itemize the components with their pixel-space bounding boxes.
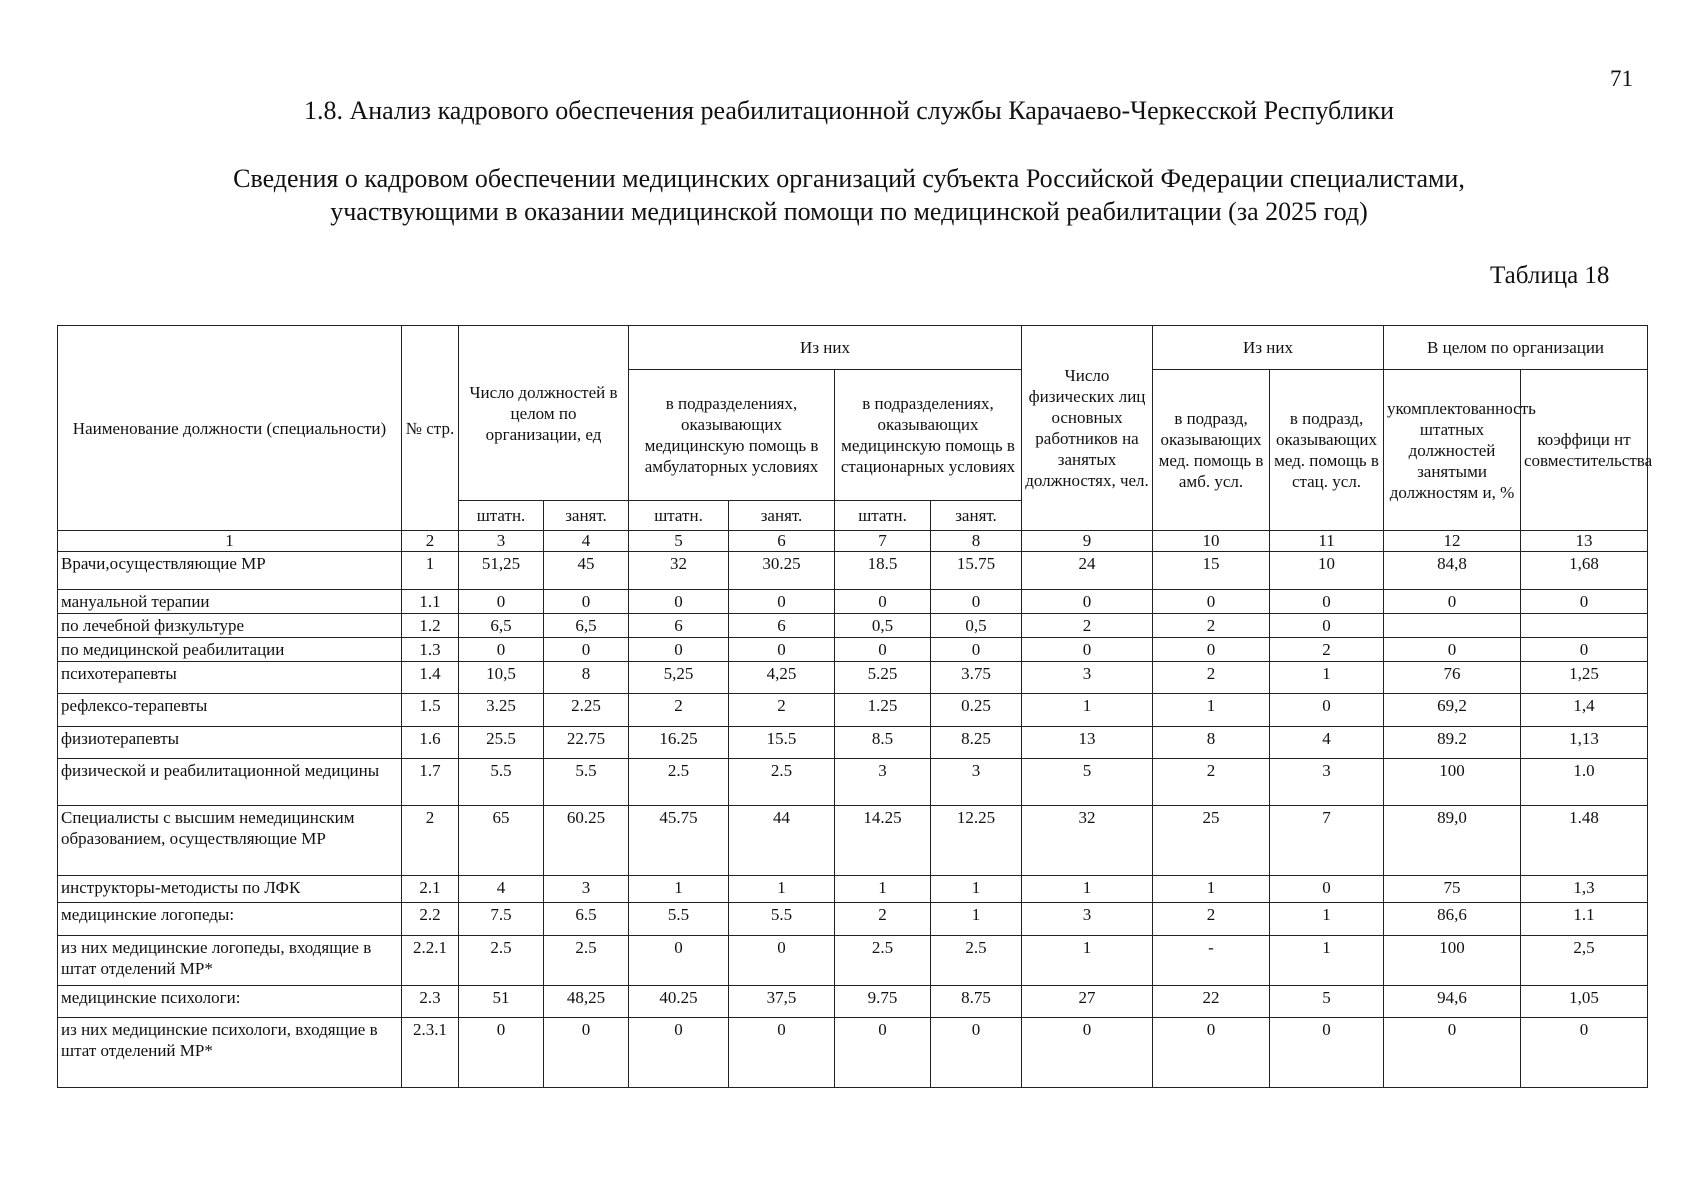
row-number-cell: 2.2.1 [402, 936, 459, 986]
value-cell-c11: 7 [1270, 806, 1384, 876]
column-number: 2 [402, 531, 459, 552]
value-cell-c7: 8.5 [835, 727, 931, 759]
value-cell-c3: 0 [459, 590, 544, 614]
value-cell-c8: 3 [931, 759, 1022, 806]
value-cell-c6: 0 [729, 590, 835, 614]
column-number: 1 [58, 531, 402, 552]
value-cell-c11: 4 [1270, 727, 1384, 759]
row-number-cell: 1.5 [402, 694, 459, 727]
value-cell-c12 [1384, 614, 1521, 638]
table-row [58, 694, 1648, 727]
value-cell-c12: 0 [1384, 638, 1521, 662]
table-row [58, 638, 1648, 662]
row-number-cell: 1.4 [402, 662, 459, 694]
position-name-cell: из них медицинские психологи, входящие в штат отделений МР* [58, 1018, 402, 1088]
position-name-cell: из них медицинские логопеды, входящие в штат отделений МР* [58, 936, 402, 986]
value-cell-c11: 1 [1270, 903, 1384, 936]
table-row [58, 727, 1648, 759]
value-cell-c3: 25.5 [459, 727, 544, 759]
table-row [58, 806, 1648, 876]
position-name-cell: рефлексо-терапевты [58, 694, 402, 727]
value-cell-c7: 2 [835, 903, 931, 936]
value-cell-c8: 12.25 [931, 806, 1022, 876]
subtitle-line-1: Сведения о кадровом обеспечении медицинских организаций субъекта Российской Федерации специалистами, [233, 164, 1465, 193]
header-staff: штатн. [835, 501, 931, 531]
table-row [58, 614, 1648, 638]
row-number-cell: 2.3 [402, 986, 459, 1018]
value-cell-c10: 25 [1153, 806, 1270, 876]
value-cell-c4: 45 [544, 552, 629, 590]
value-cell-c11: 1 [1270, 662, 1384, 694]
value-cell-c13: 2,5 [1521, 936, 1648, 986]
value-cell-c12: 0 [1384, 590, 1521, 614]
value-cell-c6: 37,5 [729, 986, 835, 1018]
value-cell-c10: 2 [1153, 759, 1270, 806]
column-number: 9 [1022, 531, 1153, 552]
value-cell-c5: 5,25 [629, 662, 729, 694]
value-cell-c9: 3 [1022, 903, 1153, 936]
value-cell-c5: 40.25 [629, 986, 729, 1018]
value-cell-c13: 1.0 [1521, 759, 1648, 806]
value-cell-c10: 2 [1153, 614, 1270, 638]
value-cell-c9: 1 [1022, 694, 1153, 727]
row-number-cell: 1.6 [402, 727, 459, 759]
value-cell-c13 [1521, 614, 1648, 638]
row-number-cell: 1.3 [402, 638, 459, 662]
position-name-cell: медицинские логопеды: [58, 903, 402, 936]
value-cell-c12: 89.2 [1384, 727, 1521, 759]
value-cell-c5: 0 [629, 638, 729, 662]
value-cell-c8: 3.75 [931, 662, 1022, 694]
value-cell-c12: 100 [1384, 759, 1521, 806]
value-cell-c6: 0 [729, 638, 835, 662]
position-name-cell: медицинские психологи: [58, 986, 402, 1018]
value-cell-c13: 1,13 [1521, 727, 1648, 759]
value-cell-c13: 0 [1521, 1018, 1648, 1088]
value-cell-c6: 15.5 [729, 727, 835, 759]
value-cell-c4: 2.25 [544, 694, 629, 727]
value-cell-c7: 1.25 [835, 694, 931, 727]
header-occupied: занят. [544, 501, 629, 531]
value-cell-c5: 2.5 [629, 759, 729, 806]
value-cell-c13: 1.48 [1521, 806, 1648, 876]
header-ambulatory: в подразделениях, оказывающих медицинскую помощь в амбулаторных условиях [629, 370, 835, 501]
value-cell-c10: 0 [1153, 1018, 1270, 1088]
value-cell-c4: 6.5 [544, 903, 629, 936]
header-occupied: занят. [729, 501, 835, 531]
row-number-cell: 2 [402, 806, 459, 876]
value-cell-c9: 27 [1022, 986, 1153, 1018]
value-cell-c13: 0 [1521, 590, 1648, 614]
value-cell-c7: 0 [835, 1018, 931, 1088]
column-number: 4 [544, 531, 629, 552]
table-row [58, 903, 1648, 936]
row-number-cell: 1.2 [402, 614, 459, 638]
value-cell-c13: 1,05 [1521, 986, 1648, 1018]
position-name-cell: психотерапевты [58, 662, 402, 694]
value-cell-c11: 0 [1270, 590, 1384, 614]
header-of-them-2: Из них [1153, 326, 1384, 370]
value-cell-c12: 69,2 [1384, 694, 1521, 727]
table-row [58, 986, 1648, 1018]
value-cell-c3: 51 [459, 986, 544, 1018]
value-cell-c9: 1 [1022, 876, 1153, 903]
row-number-cell: 2.1 [402, 876, 459, 903]
value-cell-c7: 0,5 [835, 614, 931, 638]
value-cell-c10: 22 [1153, 986, 1270, 1018]
value-cell-c12: 76 [1384, 662, 1521, 694]
row-number-cell: 2.3.1 [402, 1018, 459, 1088]
header-position-name: Наименование должности (специальности) [58, 326, 402, 531]
value-cell-c7: 1 [835, 876, 931, 903]
page-number: 71 [1610, 66, 1633, 91]
column-number: 6 [729, 531, 835, 552]
value-cell-c6: 6 [729, 614, 835, 638]
value-cell-c7: 3 [835, 759, 931, 806]
value-cell-c9: 5 [1022, 759, 1153, 806]
column-number: 3 [459, 531, 544, 552]
value-cell-c5: 32 [629, 552, 729, 590]
header-row-number: № стр. [402, 326, 459, 531]
staffing-table [57, 325, 1653, 1088]
header-individuals: Число физических лиц основных работников на занятых должностях, чел. [1022, 326, 1153, 531]
value-cell-c10: 8 [1153, 727, 1270, 759]
table-label: Таблица 18 [1490, 262, 1610, 289]
row-number-cell: 1.1 [402, 590, 459, 614]
position-name-cell: по медицинской реабилитации [58, 638, 402, 662]
header-occupied: занят. [931, 501, 1022, 531]
value-cell-c5: 1 [629, 876, 729, 903]
position-name-cell: по лечебной физкультуре [58, 614, 402, 638]
value-cell-c11: 0 [1270, 876, 1384, 903]
column-number: 13 [1521, 531, 1648, 552]
value-cell-c12: 86,6 [1384, 903, 1521, 936]
value-cell-c13: 1,68 [1521, 552, 1648, 590]
table-row [58, 1018, 1648, 1088]
value-cell-c3: 6,5 [459, 614, 544, 638]
value-cell-c4: 3 [544, 876, 629, 903]
value-cell-c11: 0 [1270, 1018, 1384, 1088]
value-cell-c11: 10 [1270, 552, 1384, 590]
value-cell-c5: 16.25 [629, 727, 729, 759]
value-cell-c3: 7.5 [459, 903, 544, 936]
section-title: 1.8. Анализ кадрового обеспечения реабилитационной службы Карачаево-Черкесской Республики [303, 96, 1395, 125]
value-cell-c8: 0 [931, 638, 1022, 662]
value-cell-c7: 14.25 [835, 806, 931, 876]
value-cell-c4: 22.75 [544, 727, 629, 759]
value-cell-c7: 0 [835, 638, 931, 662]
value-cell-c13: 0 [1521, 638, 1648, 662]
value-cell-c4: 8 [544, 662, 629, 694]
value-cell-c13: 1,4 [1521, 694, 1648, 727]
value-cell-c3: 10,5 [459, 662, 544, 694]
value-cell-c6: 1 [729, 876, 835, 903]
position-name-cell: Специалисты с высшим немедицинским образованием, осуществляющие МР [58, 806, 402, 876]
value-cell-c8: 1 [931, 876, 1022, 903]
column-number: 10 [1153, 531, 1270, 552]
value-cell-c8: 0 [931, 1018, 1022, 1088]
value-cell-c6: 0 [729, 1018, 835, 1088]
position-name-cell: мануальной терапии [58, 590, 402, 614]
value-cell-c7: 0 [835, 590, 931, 614]
value-cell-c4: 2.5 [544, 936, 629, 986]
value-cell-c10: - [1153, 936, 1270, 986]
table-row [58, 590, 1648, 614]
value-cell-c11: 5 [1270, 986, 1384, 1018]
value-cell-c9: 2 [1022, 614, 1153, 638]
value-cell-c10: 0 [1153, 638, 1270, 662]
value-cell-c11: 2 [1270, 638, 1384, 662]
value-cell-c6: 2 [729, 694, 835, 727]
value-cell-c9: 0 [1022, 638, 1153, 662]
header-combination-coef: коэффици нт совместительства [1521, 370, 1648, 531]
value-cell-c4: 6,5 [544, 614, 629, 638]
value-cell-c3: 5.5 [459, 759, 544, 806]
value-cell-c6: 30.25 [729, 552, 835, 590]
value-cell-c8: 0,5 [931, 614, 1022, 638]
value-cell-c8: 2.5 [931, 936, 1022, 986]
position-name-cell: инструкторы-методисты по ЛФК [58, 876, 402, 903]
header-inpatient: в подразделениях, оказывающих медицинскую помощь в стационарных условиях [835, 370, 1022, 501]
position-name-cell: физической и реабилитационной медицины [58, 759, 402, 806]
value-cell-c3: 3.25 [459, 694, 544, 727]
value-cell-c10: 0 [1153, 590, 1270, 614]
column-number: 5 [629, 531, 729, 552]
value-cell-c4: 60.25 [544, 806, 629, 876]
table-row [58, 662, 1648, 694]
value-cell-c10: 1 [1153, 694, 1270, 727]
value-cell-c4: 5.5 [544, 759, 629, 806]
value-cell-c11: 3 [1270, 759, 1384, 806]
table-row [58, 552, 1648, 590]
value-cell-c3: 0 [459, 1018, 544, 1088]
header-staff: штатн. [459, 501, 544, 531]
header-stat-units: в подразд, оказывающих мед. помощь в стац. усл. [1270, 370, 1384, 531]
value-cell-c3: 4 [459, 876, 544, 903]
value-cell-c11: 1 [1270, 936, 1384, 986]
value-cell-c6: 44 [729, 806, 835, 876]
column-number: 12 [1384, 531, 1521, 552]
value-cell-c12: 84,8 [1384, 552, 1521, 590]
value-cell-c9: 1 [1022, 936, 1153, 986]
table-row [58, 759, 1648, 806]
value-cell-c8: 8.75 [931, 986, 1022, 1018]
value-cell-c7: 5.25 [835, 662, 931, 694]
value-cell-c5: 6 [629, 614, 729, 638]
value-cell-c4: 0 [544, 590, 629, 614]
table-row [58, 936, 1648, 986]
value-cell-c10: 2 [1153, 662, 1270, 694]
row-number-cell: 2.2 [402, 903, 459, 936]
value-cell-c4: 0 [544, 1018, 629, 1088]
header-of-them-1: Из них [629, 326, 1022, 370]
value-cell-c8: 0 [931, 590, 1022, 614]
value-cell-c5: 45.75 [629, 806, 729, 876]
value-cell-c6: 0 [729, 936, 835, 986]
position-name-cell: Врачи,осуществляющие МР [58, 552, 402, 590]
value-cell-c9: 0 [1022, 590, 1153, 614]
value-cell-c13: 1.1 [1521, 903, 1648, 936]
value-cell-c12: 89,0 [1384, 806, 1521, 876]
value-cell-c11: 0 [1270, 614, 1384, 638]
column-number: 11 [1270, 531, 1384, 552]
value-cell-c3: 2.5 [459, 936, 544, 986]
value-cell-c9: 13 [1022, 727, 1153, 759]
value-cell-c8: 1 [931, 903, 1022, 936]
value-cell-c5: 2 [629, 694, 729, 727]
value-cell-c8: 0.25 [931, 694, 1022, 727]
header-positions-total: Число должностей в целом по организации, ед [459, 326, 629, 501]
value-cell-c8: 8.25 [931, 727, 1022, 759]
value-cell-c11: 0 [1270, 694, 1384, 727]
value-cell-c5: 0 [629, 1018, 729, 1088]
position-name-cell: физиотерапевты [58, 727, 402, 759]
value-cell-c4: 0 [544, 638, 629, 662]
value-cell-c7: 18.5 [835, 552, 931, 590]
value-cell-c12: 100 [1384, 936, 1521, 986]
value-cell-c6: 5.5 [729, 903, 835, 936]
value-cell-c13: 1,25 [1521, 662, 1648, 694]
value-cell-c7: 2.5 [835, 936, 931, 986]
value-cell-c9: 32 [1022, 806, 1153, 876]
value-cell-c6: 4,25 [729, 662, 835, 694]
row-number-cell: 1.7 [402, 759, 459, 806]
document-subtitle [0, 162, 1698, 228]
value-cell-c3: 65 [459, 806, 544, 876]
column-numbers-row [58, 531, 1648, 552]
value-cell-c9: 24 [1022, 552, 1153, 590]
value-cell-c9: 0 [1022, 1018, 1153, 1088]
table-row [58, 876, 1648, 903]
value-cell-c10: 1 [1153, 876, 1270, 903]
subtitle-line-2: участвующими в оказании медицинской помощи по медицинской реабилитации (за 2025 год) [330, 197, 1368, 226]
value-cell-c9: 3 [1022, 662, 1153, 694]
header-amb-units: в подразд, оказывающих мед. помощь в амб. усл. [1153, 370, 1270, 531]
column-number: 7 [835, 531, 931, 552]
row-number-cell: 1 [402, 552, 459, 590]
header-org-total: В целом по организации [1384, 326, 1648, 370]
value-cell-c13: 1,3 [1521, 876, 1648, 903]
value-cell-c6: 2.5 [729, 759, 835, 806]
value-cell-c12: 0 [1384, 1018, 1521, 1088]
value-cell-c5: 5.5 [629, 903, 729, 936]
value-cell-c3: 51,25 [459, 552, 544, 590]
value-cell-c5: 0 [629, 590, 729, 614]
value-cell-c8: 15.75 [931, 552, 1022, 590]
value-cell-c5: 0 [629, 936, 729, 986]
value-cell-c7: 9.75 [835, 986, 931, 1018]
value-cell-c10: 15 [1153, 552, 1270, 590]
value-cell-c4: 48,25 [544, 986, 629, 1018]
value-cell-c12: 94,6 [1384, 986, 1521, 1018]
header-staffing-rate: укомплектованность штатных должностей занятыми должностям и, % [1384, 370, 1521, 531]
value-cell-c3: 0 [459, 638, 544, 662]
value-cell-c10: 2 [1153, 903, 1270, 936]
value-cell-c12: 75 [1384, 876, 1521, 903]
header-staff: штатн. [629, 501, 729, 531]
column-number: 8 [931, 531, 1022, 552]
